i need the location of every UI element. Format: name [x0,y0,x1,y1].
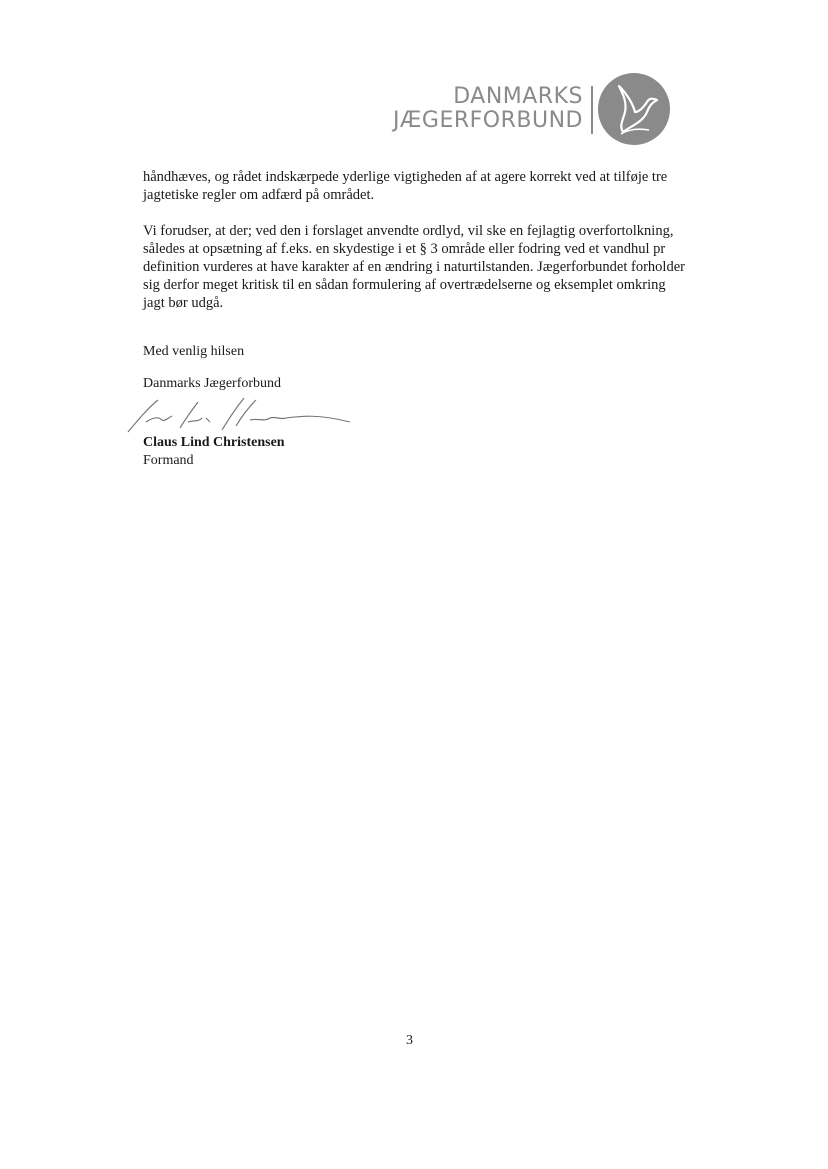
logo-divider [591,86,593,134]
paragraph-2 [143,222,688,312]
duck-emblem-icon [597,72,671,146]
paragraph-text: Vi forudser, at der; ved den i forslaget anvendte ordlyd, vil ske en fejlagtig overfortolkning, således at opsætning af f.eks. en skydestige i et § 3 område eller fodring ved et vandhul pr definition vurderes at have karakter af en ændring i naturtilstanden. Jægerforbundet forholder sig derfor meget kritisk til en sådan formulering af overtrædelserne og eksemplet omkring jagt bør udgå. [143,223,685,311]
logo [392,70,675,150]
organization-name: Danmarks Jægerforbund [143,376,282,391]
paragraph-1 [143,168,688,204]
paragraph-text: håndhæves, og rådet indskærpede yderlige vigtigheden af at agere korrekt ved at tilføje tre jagtetiske regler om adfærd på området. [143,169,668,203]
logo-line-1: DANMARKS [453,84,583,109]
signer-title: Formand [143,453,194,468]
closing-salutation: Med venlig hilsen [143,344,245,359]
logo-line-2: JÆGERFORBUND [392,108,583,133]
page-number: 3 [406,1033,413,1048]
handwritten-signature [118,392,358,438]
logo-text [393,85,583,133]
signer-name: Claus Lind Christensen [143,435,285,450]
